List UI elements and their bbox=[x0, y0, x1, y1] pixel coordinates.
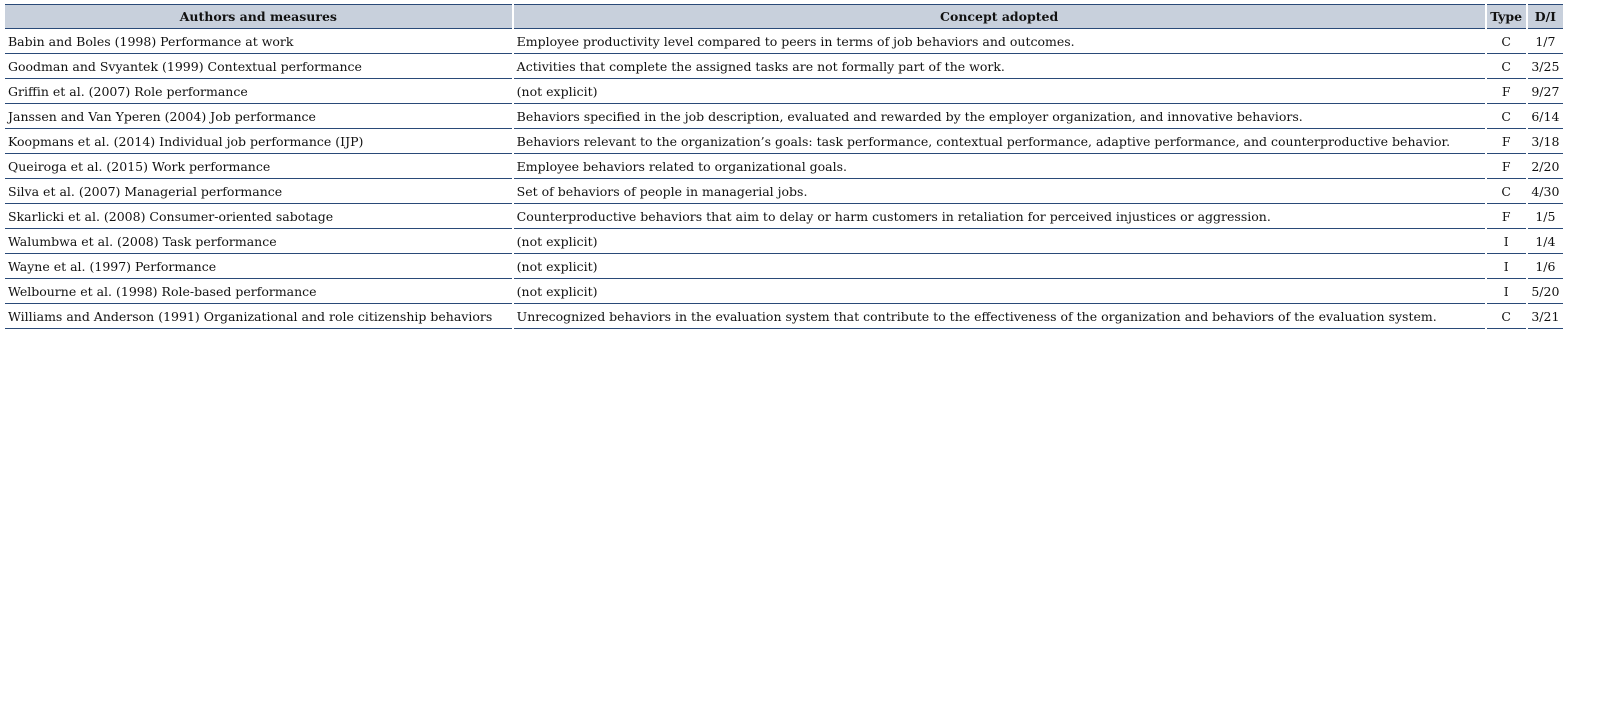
type-cell: C bbox=[1487, 54, 1526, 79]
type-cell: I bbox=[1487, 254, 1526, 279]
concept-cell: (not explicit) bbox=[514, 79, 1485, 104]
concept-cell: Employee behaviors related to organizational goals. bbox=[514, 154, 1485, 179]
type-cell: F bbox=[1487, 204, 1526, 229]
author-cell: Skarlicki et al. (2008) Consumer-oriented sabotage bbox=[5, 204, 512, 229]
di-cell: 1/7 bbox=[1528, 29, 1563, 54]
table-row bbox=[5, 104, 1563, 129]
concept-cell: Employee productivity level compared to peers in terms of job behaviors and outcomes. bbox=[514, 29, 1485, 54]
type-cell: C bbox=[1487, 29, 1526, 54]
type-cell: I bbox=[1487, 229, 1526, 254]
type-cell: I bbox=[1487, 279, 1526, 304]
table-row bbox=[5, 229, 1563, 254]
header-authors: Authors and measures bbox=[5, 4, 512, 29]
header-type: Type bbox=[1487, 4, 1526, 29]
type-cell: C bbox=[1487, 304, 1526, 329]
table-row bbox=[5, 304, 1563, 329]
di-cell: 9/27 bbox=[1528, 79, 1563, 104]
header-row bbox=[5, 4, 1563, 29]
type-cell: F bbox=[1487, 129, 1526, 154]
table-row bbox=[5, 179, 1563, 204]
concept-cell: (not explicit) bbox=[514, 279, 1485, 304]
di-cell: 4/30 bbox=[1528, 179, 1563, 204]
table-row bbox=[5, 204, 1563, 229]
concept-cell: Counterproductive behaviors that aim to delay or harm customers in retaliation for perceived injustices or aggression. bbox=[514, 204, 1485, 229]
table-row bbox=[5, 29, 1563, 54]
author-cell: Babin and Boles (1998) Performance at work bbox=[5, 29, 512, 54]
concept-cell: (not explicit) bbox=[514, 229, 1485, 254]
type-cell: F bbox=[1487, 154, 1526, 179]
type-cell: F bbox=[1487, 79, 1526, 104]
header-di: D/I bbox=[1528, 4, 1563, 29]
di-cell: 1/4 bbox=[1528, 229, 1563, 254]
di-cell: 1/5 bbox=[1528, 204, 1563, 229]
type-cell: C bbox=[1487, 179, 1526, 204]
concept-cell: Set of behaviors of people in managerial jobs. bbox=[514, 179, 1485, 204]
author-cell: Williams and Anderson (1991) Organizational and role citizenship behaviors bbox=[5, 304, 512, 329]
author-cell: Janssen and Van Yperen (2004) Job performance bbox=[5, 104, 512, 129]
author-cell: Griffin et al. (2007) Role performance bbox=[5, 79, 512, 104]
author-cell: Queiroga et al. (2015) Work performance bbox=[5, 154, 512, 179]
concept-cell: (not explicit) bbox=[514, 254, 1485, 279]
concept-cell: Unrecognized behaviors in the evaluation system that contribute to the effectiveness of the organization and behaviors of the evaluation system. bbox=[514, 304, 1485, 329]
di-cell: 3/21 bbox=[1528, 304, 1563, 329]
table-row bbox=[5, 79, 1563, 104]
author-cell: Koopmans et al. (2014) Individual job performance (IJP) bbox=[5, 129, 512, 154]
author-cell: Wayne et al. (1997) Performance bbox=[5, 254, 512, 279]
table-row bbox=[5, 54, 1563, 79]
di-cell: 6/14 bbox=[1528, 104, 1563, 129]
table-row bbox=[5, 254, 1563, 279]
concept-cell: Activities that complete the assigned tasks are not formally part of the work. bbox=[514, 54, 1485, 79]
type-cell: C bbox=[1487, 104, 1526, 129]
author-cell: Walumbwa et al. (2008) Task performance bbox=[5, 229, 512, 254]
di-cell: 3/18 bbox=[1528, 129, 1563, 154]
table-row bbox=[5, 129, 1563, 154]
author-cell: Silva et al. (2007) Managerial performance bbox=[5, 179, 512, 204]
di-cell: 2/20 bbox=[1528, 154, 1563, 179]
di-cell: 1/6 bbox=[1528, 254, 1563, 279]
table-row bbox=[5, 154, 1563, 179]
di-cell: 5/20 bbox=[1528, 279, 1563, 304]
author-cell: Welbourne et al. (1998) Role-based performance bbox=[5, 279, 512, 304]
concept-cell: Behaviors relevant to the organization’s goals: task performance, contextual performance, adaptive performance, and counterproductive behavior. bbox=[514, 129, 1485, 154]
di-cell: 3/25 bbox=[1528, 54, 1563, 79]
measures-table bbox=[3, 4, 1565, 329]
header-concept: Concept adopted bbox=[514, 4, 1485, 29]
author-cell: Goodman and Svyantek (1999) Contextual performance bbox=[5, 54, 512, 79]
table-row bbox=[5, 279, 1563, 304]
concept-cell: Behaviors specified in the job description, evaluated and rewarded by the employer organization, and innovative behaviors. bbox=[514, 104, 1485, 129]
